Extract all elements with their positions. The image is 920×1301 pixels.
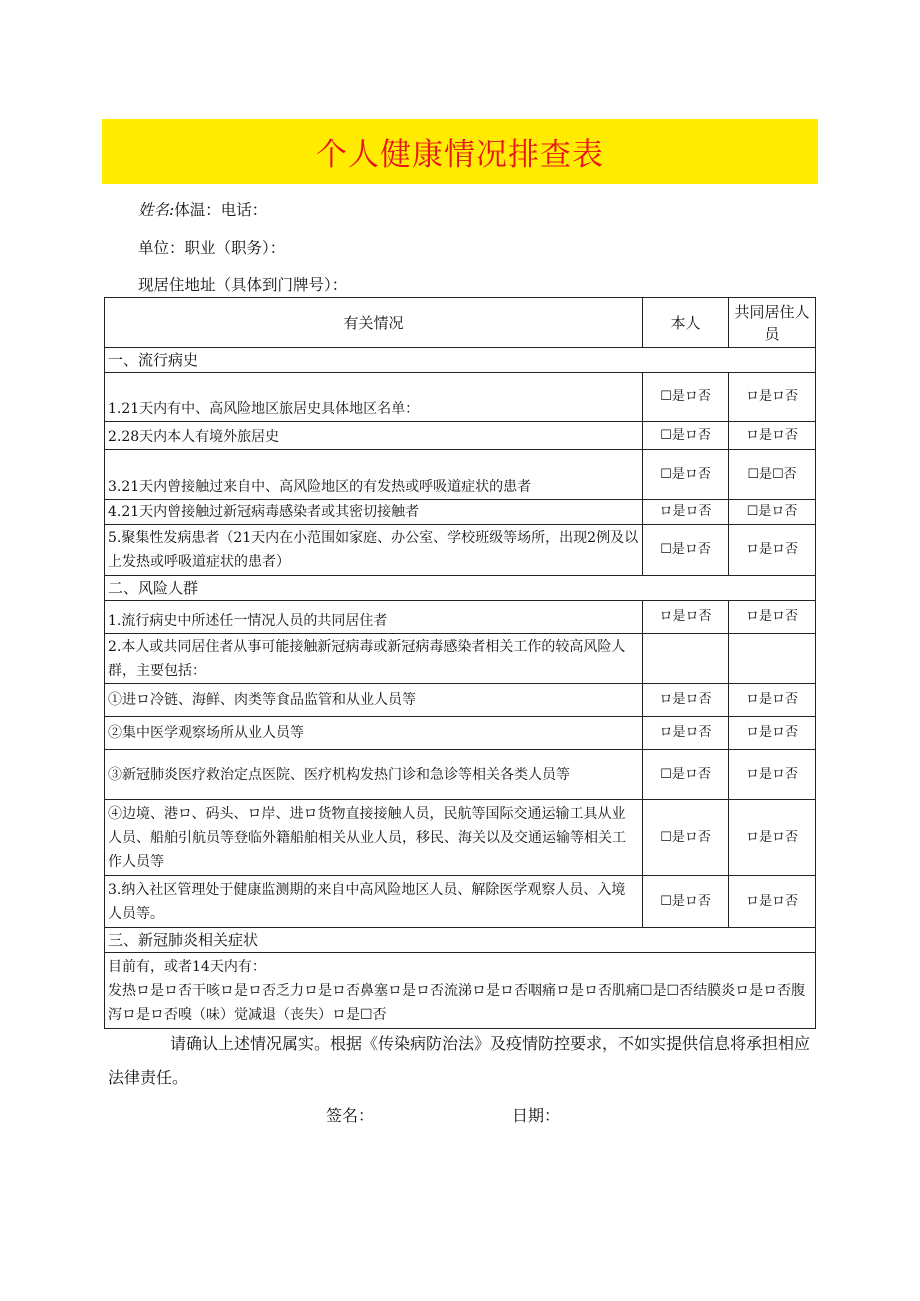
table-row [105,750,816,800]
row-text: 3.纳入社区管理处于健康监测期的来自中高风险地区人员、解除医学观察人员、入境人员等。 [105,876,643,928]
self-yes-no[interactable]: ☐是ロ否 [643,800,729,876]
date-label[interactable]: 日期： [512,1106,561,1125]
declaration-text: 请确认上述情况属实。根据《传染病防治法》及疫情防控要求，不如实提供信息将承担相应法律责任。 [108,1034,811,1087]
self-yes-no[interactable]: ☐是ロ否 [643,876,729,928]
table-row [105,373,816,422]
symptoms-intro: 目前有，或者14天内有： [108,959,266,975]
row-text: 3.21天内曾接触过来自中、高风险地区的有发热或呼吸道症状的患者 [105,450,643,500]
section-title: 一、流行病史 [105,348,816,373]
self-yes-no[interactable]: ロ是ロ否 [643,601,729,634]
info-line-address: 现居住地址（具体到门牌号）： [138,276,348,294]
row-text: 1.21天内有中、高风险地区旅居史具体地区名单： [105,373,643,422]
self-yes-no[interactable]: ☐是ロ否 [643,373,729,422]
co-yes-no[interactable]: ロ是ロ否 [729,876,816,928]
health-table [104,297,816,1029]
table-header-row [105,298,816,348]
co-yes-no[interactable]: ロ是ロ否 [729,373,816,422]
table-row [105,634,816,684]
row-text: ①进ロ冷链、海鲜、肉类等食品监管和从业人员等 [105,684,643,717]
self-yes-no[interactable]: ロ是ロ否 [643,684,729,717]
co-yes-no[interactable]: ☐是ロ否 [729,500,816,525]
name-label: 姓名: [138,201,175,219]
self-yes-no [643,634,729,684]
row-text: ③新冠肺炎医疗救治定点医院、医疗机构发热门诊和急诊等相关各类人员等 [105,750,643,800]
info-line-unit: 单位：职业（职务）： [138,239,286,257]
row-text: 2.本人或共同居住者从事可能接触新冠病毒或新冠病毒感染者相关工作的较高风险人群，主要包括： [105,634,643,684]
info-line-name [138,198,267,220]
table-row [105,601,816,634]
self-yes-no[interactable]: ☐是ロ否 [643,450,729,500]
co-yes-no[interactable]: ロ是ロ否 [729,601,816,634]
table-row [105,525,816,576]
section-title: 三、新冠肺炎相关症状 [105,928,816,953]
self-yes-no[interactable]: ☐是ロ否 [643,422,729,450]
row-text: 2.28天内本人有境外旅居史 [105,422,643,450]
row-text: ②集中医学观察场所从业人员等 [105,717,643,750]
header-situation: 有关情况 [105,298,643,348]
co-yes-no[interactable]: ロ是ロ否 [729,684,816,717]
co-yes-no[interactable]: ロ是ロ否 [729,525,816,576]
table-row [105,422,816,450]
page-title: 个人健康情况排查表 [316,137,604,173]
table-row [105,450,816,500]
temp-phone-label: 体温：电话： [174,201,268,219]
co-yes-no[interactable]: ロ是ロ否 [729,717,816,750]
row-text: ④边境、港ロ、码头、ロ岸、进ロ货物直接接触人员，民航等国际交通运输工具从业人员、船舶引航员等登临外籍船舶相关从业人员，移民、海关以及交通运输等相关工作人员等 [105,800,643,876]
signature-label[interactable]: 签名： [326,1106,375,1125]
header-cohabitants: 共同居住人员 [729,298,816,348]
co-yes-no[interactable]: ロ是ロ否 [729,800,816,876]
row-text: 1.流行病史中所述任一情况人员的共同居住者 [105,601,643,634]
table-row [105,500,816,525]
self-yes-no[interactable]: ロ是ロ否 [643,500,729,525]
table-row [105,876,816,928]
self-yes-no[interactable]: ロ是ロ否 [643,717,729,750]
symptoms-list[interactable]: 发热ロ是ロ否干咳ロ是ロ否乏力ロ是ロ否鼻塞ロ是ロ否流涕ロ是ロ否咽痛ロ是ロ否肌痛☐是☐否结膜炎ロ是ロ否腹泻ロ是ロ否嗅（味）觉减退（丧失）ロ是☐否 [108,983,806,1023]
table-row [105,800,816,876]
symptoms-row [105,953,816,1029]
co-yes-no [729,634,816,684]
section-title: 二、风险人群 [105,576,816,601]
self-yes-no[interactable]: ☐是ロ否 [643,750,729,800]
co-yes-no[interactable]: ロ是ロ否 [729,750,816,800]
row-text: 4.21天内曾接触过新冠病毒感染者或其密切接触者 [105,500,643,525]
row-text: 5.聚集性发病患者（21天内在小范围如家庭、办公室、学校班级等场所，出现2例及以上发热或呼吸道症状的患者） [105,525,643,576]
co-yes-no[interactable]: ☐是☐否 [729,450,816,500]
co-yes-no[interactable]: ロ是ロ否 [729,422,816,450]
header-self: 本人 [643,298,729,348]
self-yes-no[interactable]: ☐是ロ否 [643,525,729,576]
table-row [105,684,816,717]
title-banner [102,119,818,184]
table-row [105,717,816,750]
